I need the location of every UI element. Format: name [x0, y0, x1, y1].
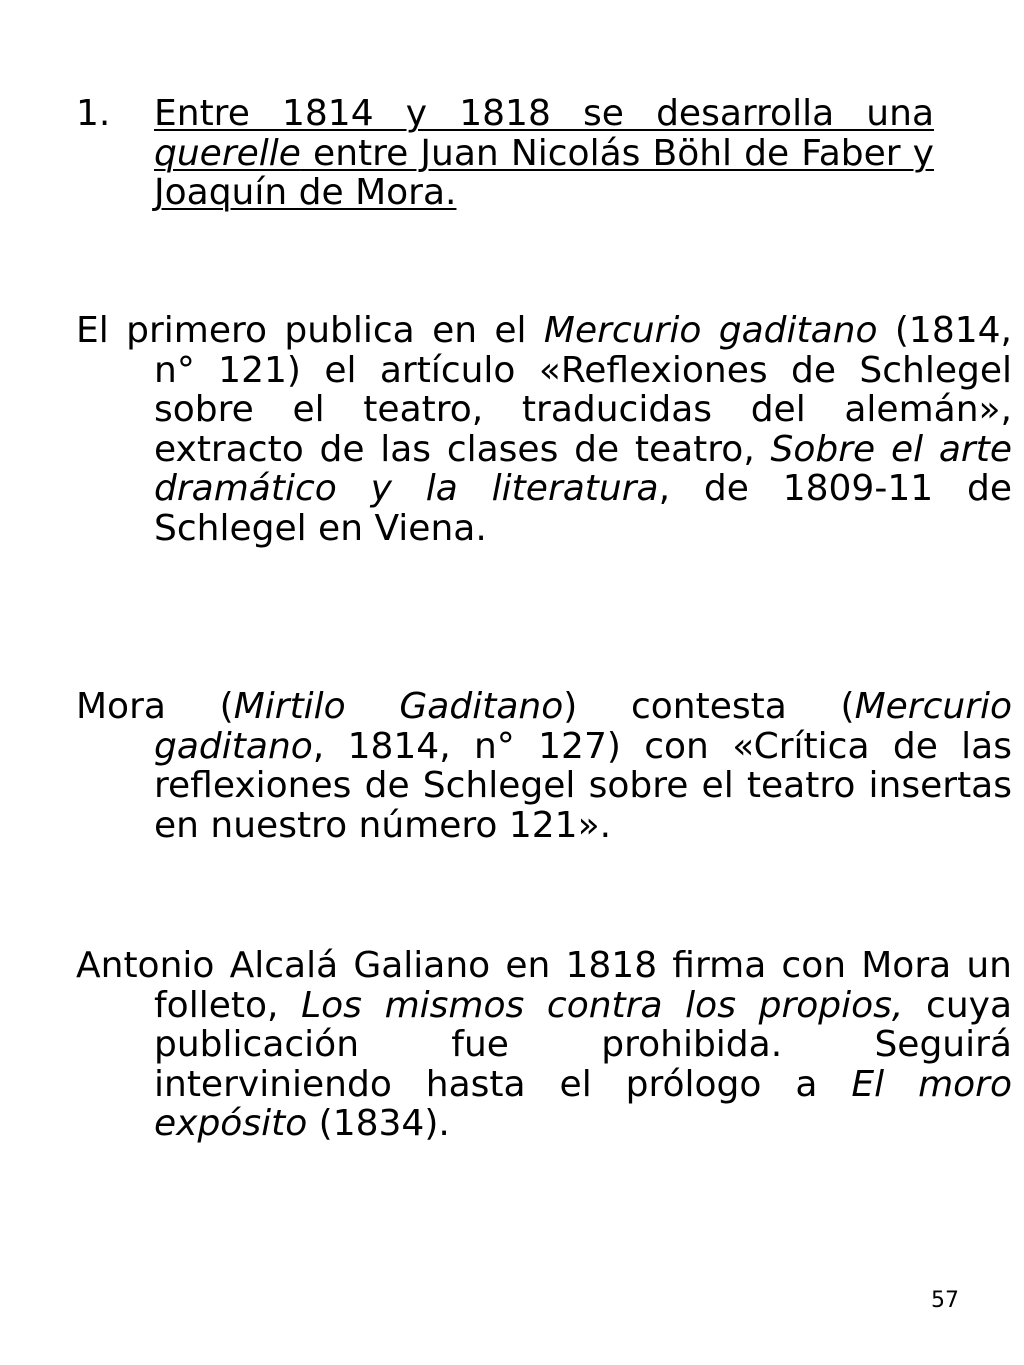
italic-title: Sobre el arte dramático y la literatura [154, 428, 1012, 509]
item-1-text [154, 94, 934, 213]
italic-title: Mercurio gaditano [543, 310, 878, 351]
paragraph-text: Mora ( [76, 686, 234, 727]
paragraph-text: ) contesta ( [563, 686, 855, 727]
paragraph-text: (1814, n° 121) el artículo «Reflexiones de Schlegel sobre el teatro, traducidas del alemán», extracto de las clases de teatro, [154, 310, 1012, 470]
paragraph-text: Antonio Alcalá Galiano en 1818 firma con Mora un folleto, [76, 945, 1012, 1026]
paragraph-mora-reply [76, 687, 1012, 845]
item-1-text-part: entre Juan Nicolás Böhl de Faber y Joaquín de Mora. [154, 132, 934, 213]
item-number: 1. [76, 93, 111, 134]
paragraph-text: cuya publicación fue prohibida. Seguirá interviniendo hasta el prólogo a [154, 984, 1013, 1105]
item-1-italic-term: querelle [154, 132, 301, 174]
italic-title: El moro expósito [154, 1063, 1012, 1144]
page-number: 57 [931, 1288, 959, 1313]
paragraph-text: (1834). [307, 1103, 450, 1144]
paragraph-text: , 1814, n° 127) con «Crítica de las reflexiones de Schlegel sobre el teatro insertas en nuestro número 121». [154, 725, 1012, 846]
italic-title: Los mismos contra los propios, [301, 984, 904, 1026]
item-1-text-part: Entre 1814 y 1818 se desarrolla una [154, 93, 934, 134]
paragraph-bohl-article [76, 311, 1012, 548]
numbered-item-1 [76, 94, 934, 213]
paragraph-text: , de 1809-11 de Schlegel en Viena. [154, 468, 1012, 549]
paragraph-text: El primero publica en el [76, 310, 544, 351]
italic-title: Mercurio gaditano [154, 686, 1013, 767]
italic-title: Mirtilo Gaditano [233, 686, 564, 727]
paragraph-alcala-galiano [76, 946, 1012, 1144]
